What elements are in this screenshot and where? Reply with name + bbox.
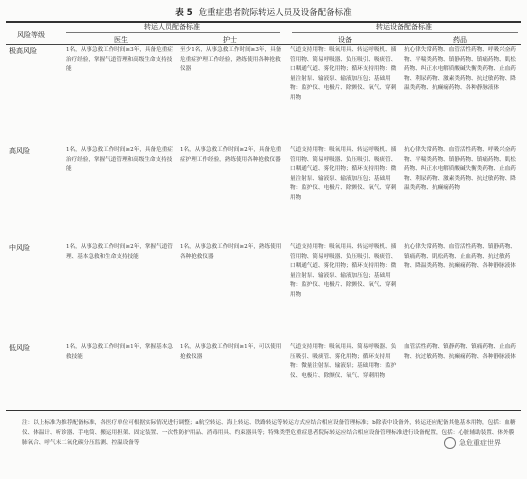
watermark [444,437,501,449]
risk-very-high: 极高风险 [9,47,37,55]
bottom-rule [6,410,521,411]
header-doctor: 医生 [114,36,128,44]
risk-low: 低风险 [9,344,30,352]
risk-medium: 中风险 [9,244,30,252]
table-number: 表 5 [175,8,193,18]
device-low: 气道支持用物：吸氧用具、简易呼吸器、负压吸引、吸痰管、雾化用物；循环支持用物：微量注射泵、输液泵；基础用物：监护仪、电极片、除颤仪、氧气、穿刺用物 [290,344,397,379]
header-device: 设备 [338,36,352,44]
nurse-medium: 1名，从事急救工作时间≥2年，熟练使用各种抢救仪器 [180,244,282,260]
drug-very-high: 抗心律失常药物、血管活性药物、呼吸兴奋药物、平喘类药物、镇静药物、镇痛药物、肌松药物、纠正水电解质酸碱失衡类药物、止血药物、利尿药物、激素类药物、抗过敏药物、降温类药物、抗癫痫药物、各种静脉液体 [404,47,516,92]
drug-medium: 抗心律失常药物、血管活性药物、镇静药物、镇痛药物、肌松药物、止血药物、抗过敏药物、降温类药物、抗癫痫药物、各种静脉液体 [404,244,516,270]
doctor-low: 1名，从事急救工作时间≥1年，掌握基本急救技能 [66,344,173,360]
doctor-very-high: 1名，从事急救工作时间≥3年，具备危重症治疗经验，掌握气道管理和高级生命支持技能 [66,47,173,73]
nurse-high: 1名，从事急救工作时间≥2年，具备危重症护理工作经验，熟练使用各种抢救仪器 [180,147,282,163]
risk-high: 高风险 [9,147,30,155]
device-medium: 气道支持用物：吸氧用具、转运呼吸机、插管用物、简易呼吸器、负压吸引、吸痰管、口咽通气道、雾化用物；循环支持用物：微量注射泵、输液泵、输液加压包；基础用物：监护仪、电极片、除颤仪、氧气、穿刺用物 [290,244,397,298]
drug-high: 抗心律失常药物、血管活性药物、呼吸兴奋药物、平喘类药物、镇静药物、镇痛药物、肌松药物、纠正水电解质酸碱失衡类药物、止血药物、利尿药物、激素类药物、抗过敏药物、降温类药物、抗癫痫药物 [404,147,516,192]
table-title [0,6,527,18]
nurse-very-high: 至少1名，从事急救工作时间≥3年，具备危重症护理工作经验，熟练使用各种抢救仪器 [180,47,282,73]
drug-low: 血管活性药物、镇静药物、镇痛药物、止血药物、抗过敏药物、抗癫痫药物、各种静脉液体 [404,344,516,360]
doctor-medium: 1名，从事急救工作时间≥2年，掌握气道管理、基本急救和生命支持技能 [66,244,173,260]
header-staff-group: 转运人员配备标准 [144,23,200,31]
device-high: 气道支持用物：吸氧用具、转运呼吸机、插管用物、简易呼吸器、负压吸引、吸痰管、口咽通气道、雾化用物；循环支持用物：微量注射泵、输液泵、输液加压包；基础用物：监护仪、电极片、除颤仪、氧气、穿刺用物 [290,147,397,201]
staff-group-rule [66,32,280,33]
nurse-low: 1名，从事急救工作时间≥1年，可以使用抢救仪器 [180,344,282,360]
table-caption: 危重症患者院际转运人员及设备配备标准 [198,8,352,18]
header-equip-group: 转运设备配备标准 [376,23,432,31]
header-drug: 药品 [453,36,467,44]
doctor-high: 1名，从事急救工作时间≥2年，具备危重症治疗经验，掌握气道管理和高级生命支持技能 [66,147,173,173]
header-rule [6,44,521,45]
table-note: 注：以上标准为推荐配备标准，各医疗单位可根据实际情况进行调整；a航空转运、海上转运、铁路转运等转运方式应结合相应设备管理标准；b除表中设备外，转运还应配备其他基本用物，包括：血糖仪、体温计、听诊器、手电筒、搬运用担架、固定装置、一次性防护用品、消毒用具、约束器具等；特殊类型危重症患者院际转运应结合相应设备管理标准进行设备配置，包括：心脏辅助装置、体外膜肺氧合、呼气末二氧化碳分压监测、控温设备等 [22,420,516,446]
device-very-high: 气道支持用物：吸氧用具、转运呼吸机、插管用物、简易呼吸器、负压吸引、吸痰管、口咽通气道、雾化用物；循环支持用物：微量注射泵、输液泵、输液加压包；基础用物：监护仪、电极片、除颤仪、氧气、穿刺用物 [290,47,397,101]
wechat-logo-icon [444,437,456,449]
equip-group-rule [292,32,518,33]
watermark-text: 急危重症世界 [459,439,501,447]
header-nurse: 护士 [223,36,237,44]
header-risk: 风险等级 [17,31,45,39]
